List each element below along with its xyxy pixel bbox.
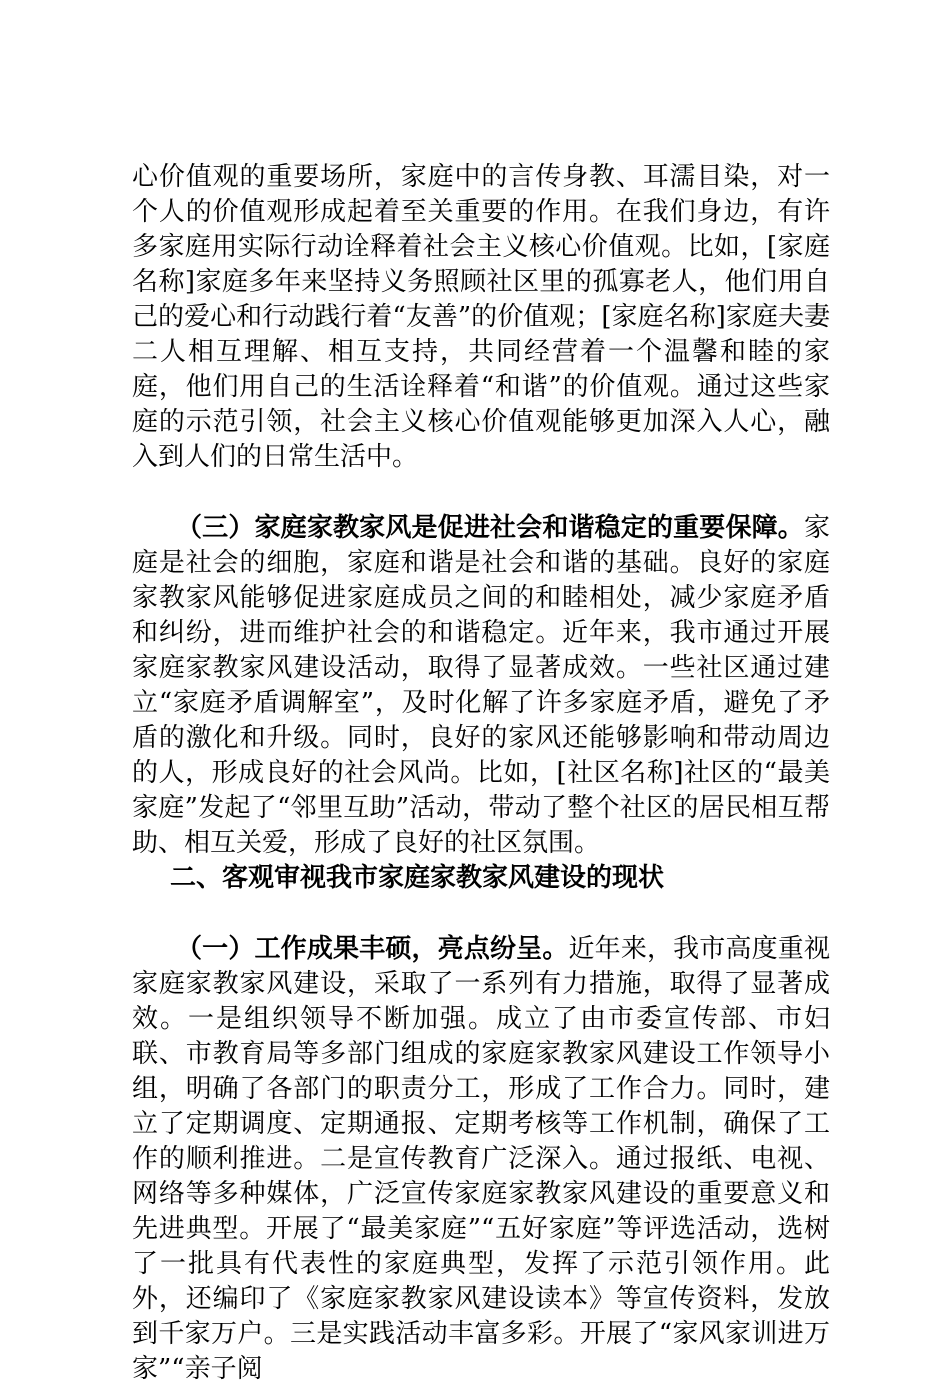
- section-2-1-body: 近年来，我市高度重视家庭家教家风建设，采取了一系列有力措施，取得了显著成效。一是组织领导不断加强。成立了由市委宣传部、市妇联、市教育局等多部门组成的家庭家教家风建设工作领导小组，明确了各部门的职责分工，形成了工作合力。同时，建立了定期调度、定期通报、定期考核等工作机制，确保了工作的顺利推进。二是宣传教育广泛深入。通过报纸、电视、网络等多种媒体，广泛宣传家庭家教家风建设的重要意义和先进典型。开展了“最美家庭”“五好家庭”等评选活动，选树了一批具有代表性的家庭典型，发挥了示范引领作用。此外，还编印了《家庭家教家风建设读本》等宣传资料，发放到千家万户。三是实践活动丰富多彩。开展了“家风家训进万家”“亲子阅: [132, 934, 830, 1384]
- section-2-1-lead: （一）工作成果丰硕，亮点纷呈。: [176, 934, 569, 964]
- paragraph-section-3: [132, 511, 830, 861]
- section-heading-2: 二、客观审视我市家庭家教家风建设的现状: [170, 863, 665, 893]
- section-3-body: 家庭是社会的细胞，家庭和谐是社会和谐的基础。良好的家庭家教家风能够促进家庭成员之间的和睦相处，减少家庭矛盾和纠纷，进而维护社会的和谐稳定。近年来，我市通过开展家庭家教家风建设活动，取得了显著成效。一些社区通过建立“家庭矛盾调解室”，及时化解了许多家庭矛盾，避免了矛盾的激化和升级。同时，良好的家风还能够影响和带动周边的人，形成良好的社会风尚。比如，[社区名称]社区的“最美家庭”发起了“邻里互助”活动，带动了整个社区的居民相互帮助、相互关爱，形成了良好的社区氛围。: [132, 513, 830, 858]
- paragraph-section-2-1: [132, 932, 830, 1387]
- paragraph-continuation: 心价值观的重要场所，家庭中的言传身教、耳濡目染，对一个人的价值观形成起着至关重要的作用。在我们身边，有许多家庭用实际行动诠释着社会主义核心价值观。比如，[家庭名称]家庭多年来坚持义务照顾社区里的孤寡老人，他们用自己的爱心和行动践行着“友善”的价值观；[家庭名称]家庭夫妻二人相互理解、相互支持，共同经营着一个温馨和睦的家庭，他们用自己的生活诠释着“和谐”的价值观。通过这些家庭的示范引领，社会主义核心价值观能够更加深入人心，融入到人们的日常生活中。: [132, 162, 830, 472]
- document-page: [132, 160, 830, 1387]
- section-3-lead: （三）家庭家教家风是促进社会和谐稳定的重要保障。: [176, 513, 804, 543]
